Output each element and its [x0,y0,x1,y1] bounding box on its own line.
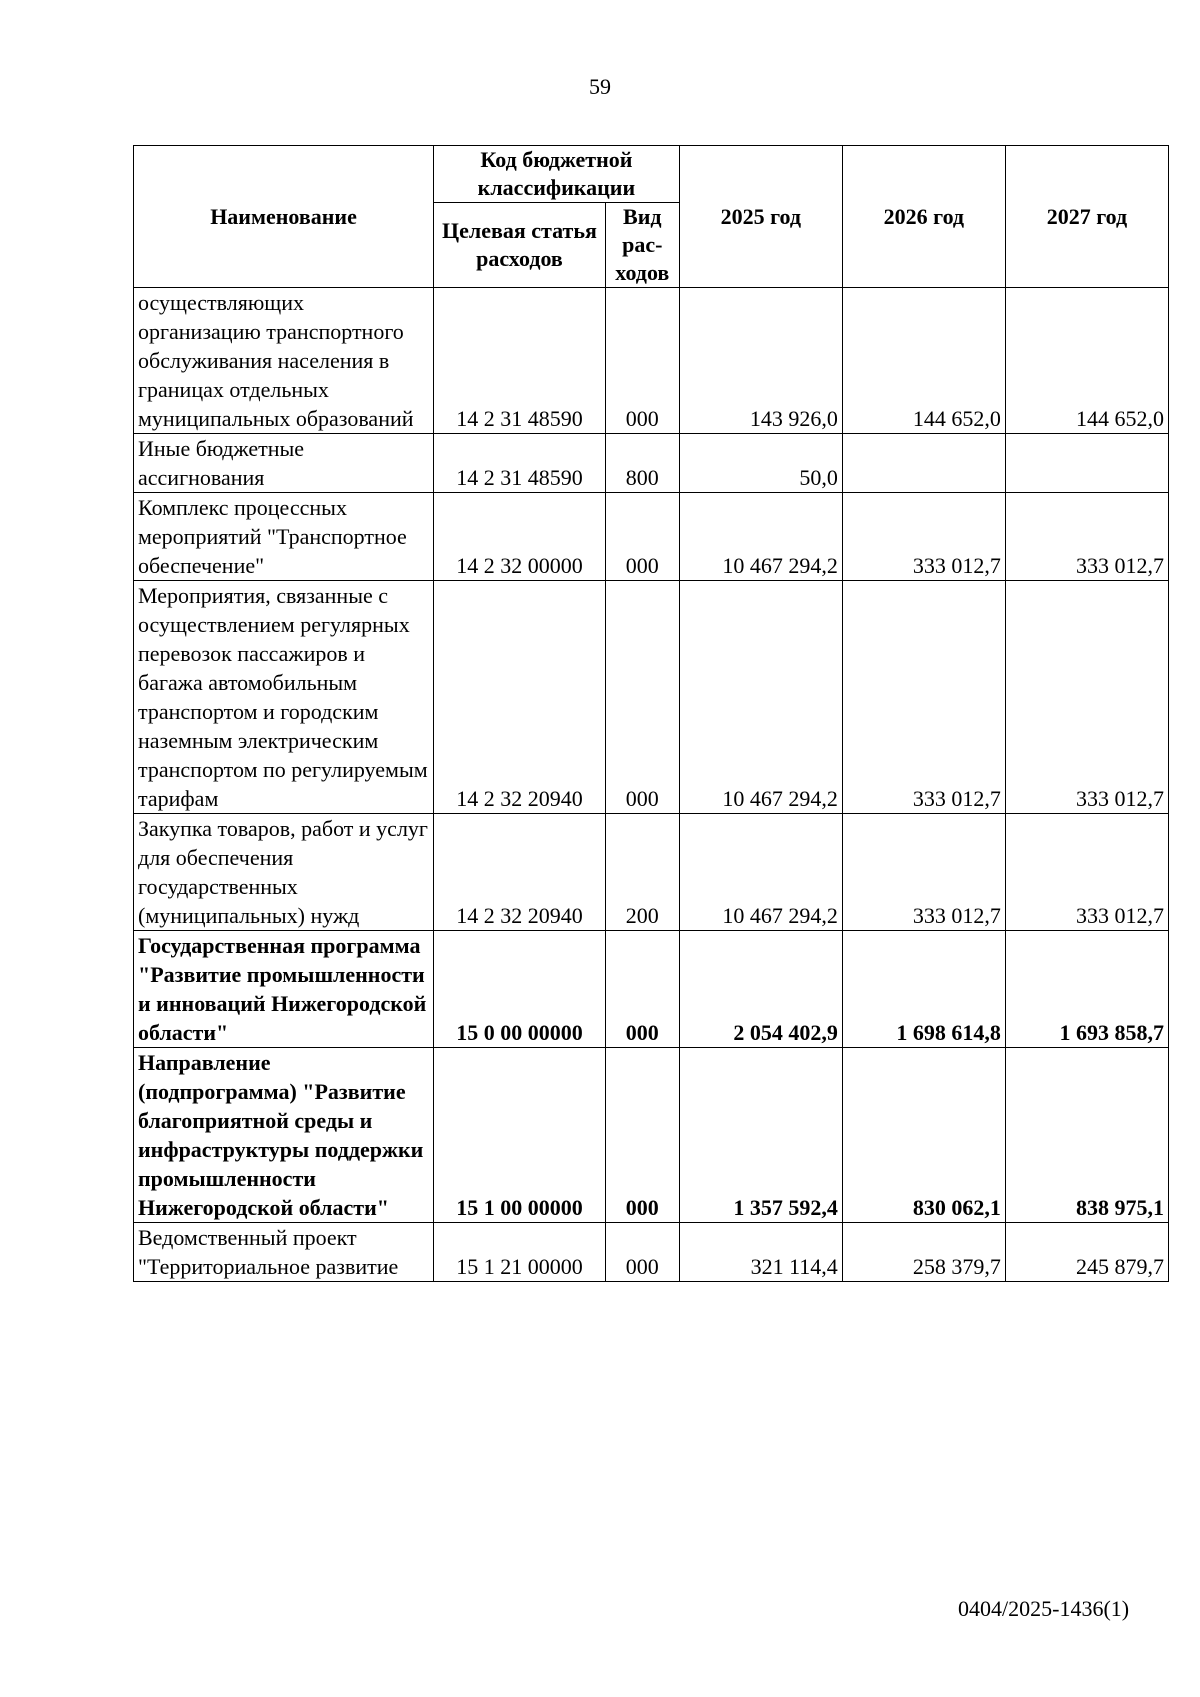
row-value-2026: 258 379,7 [842,1223,1005,1282]
row-target-article: 14 2 31 48590 [434,288,606,434]
header-year-2026: 2026 год [842,146,1005,288]
row-name: Государственная программа "Развитие промышленности и инноваций Нижегородской области" [134,931,434,1048]
document-code: 0404/2025-1436(1) [958,1596,1130,1621]
header-expense-type: Вид рас-ходов [605,203,679,288]
header-year-2027: 2027 год [1005,146,1168,288]
row-expense-type: 800 [605,434,679,493]
row-value-2025: 2 054 402,9 [679,931,842,1048]
row-name: Направление (подпрограмма) "Развитие благоприятной среды и инфраструктуры поддержки промышленности Нижегородской области" [134,1048,434,1223]
row-expense-type: 000 [605,1223,679,1282]
row-value-2026: 333 012,7 [842,493,1005,581]
row-name: Ведомственный проект "Территориальное развитие [134,1223,434,1282]
row-value-2026: 830 062,1 [842,1048,1005,1223]
row-value-2026: 333 012,7 [842,581,1005,814]
row-name: Мероприятия, связанные с осуществлением регулярных перевозок пассажиров и багажа автомобильным транспортом и городским наземным электрическим транспортом по регулируемым тарифам [134,581,434,814]
table-row [134,493,1169,581]
table-row [134,1048,1169,1223]
table-row [134,288,1169,434]
row-expense-type: 000 [605,493,679,581]
row-target-article: 14 2 32 00000 [434,493,606,581]
row-target-article: 15 1 00 00000 [434,1048,606,1223]
row-expense-type: 000 [605,931,679,1048]
header-name: Наименование [134,146,434,288]
page-number: 59 [589,74,611,99]
row-target-article: 14 2 32 20940 [434,581,606,814]
row-target-article: 14 2 31 48590 [434,434,606,493]
row-value-2026: 1 698 614,8 [842,931,1005,1048]
row-value-2027: 333 012,7 [1005,814,1168,931]
row-value-2027: 838 975,1 [1005,1048,1168,1223]
row-value-2025: 10 467 294,2 [679,814,842,931]
row-target-article: 14 2 32 20940 [434,814,606,931]
row-value-2027: 144 652,0 [1005,288,1168,434]
table-row [134,581,1169,814]
row-value-2026: 144 652,0 [842,288,1005,434]
row-name: Иные бюджетные ассигнования [134,434,434,493]
row-value-2027: 333 012,7 [1005,581,1168,814]
table-row [134,434,1169,493]
header-budget-code-group: Код бюджетной классификации [434,146,680,203]
row-target-article: 15 1 21 00000 [434,1223,606,1282]
row-expense-type: 000 [605,288,679,434]
row-target-article: 15 0 00 00000 [434,931,606,1048]
row-expense-type: 000 [605,1048,679,1223]
row-value-2025: 321 114,4 [679,1223,842,1282]
row-value-2025: 143 926,0 [679,288,842,434]
row-value-2027: 333 012,7 [1005,493,1168,581]
table-row [134,931,1169,1048]
header-target-article: Целевая статья расходов [434,203,606,288]
row-name: осуществляющих организацию транспортного обслуживания населения в границах отдельных муниципальных образований [134,288,434,434]
row-value-2025: 50,0 [679,434,842,493]
row-value-2025: 10 467 294,2 [679,581,842,814]
row-value-2027: 245 879,7 [1005,1223,1168,1282]
row-expense-type: 000 [605,581,679,814]
row-expense-type: 200 [605,814,679,931]
row-value-2027: 1 693 858,7 [1005,931,1168,1048]
row-value-2025: 10 467 294,2 [679,493,842,581]
header-year-2025: 2025 год [679,146,842,288]
row-value-2026: 333 012,7 [842,814,1005,931]
table-row [134,814,1169,931]
row-value-2026 [842,434,1005,493]
budget-table [133,145,1169,1282]
row-name: Закупка товаров, работ и услуг для обеспечения государственных (муниципальных) нужд [134,814,434,931]
table-body [134,288,1169,1282]
row-value-2025: 1 357 592,4 [679,1048,842,1223]
table-row [134,1223,1169,1282]
row-name: Комплекс процессных мероприятий "Транспортное обеспечение" [134,493,434,581]
row-value-2027 [1005,434,1168,493]
